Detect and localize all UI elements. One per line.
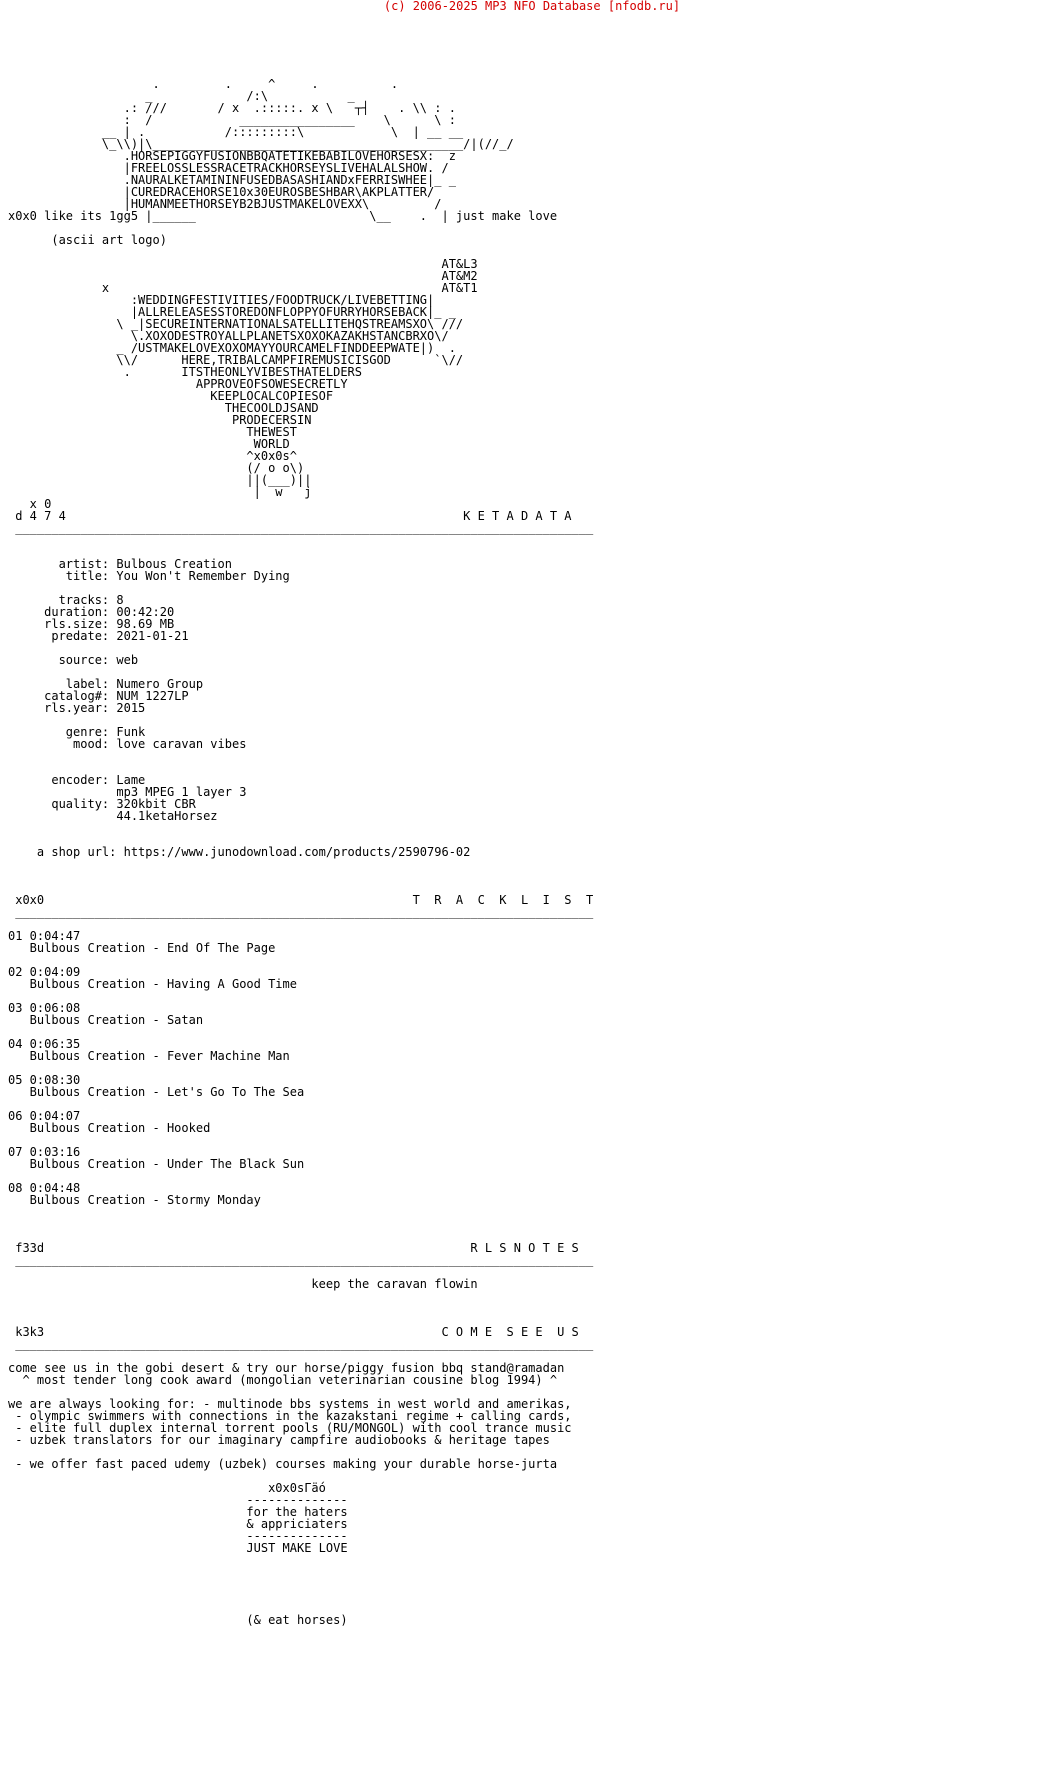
site-header: (c) 2006-2025 MP3 NFO Database [nfodb.ru]	[383, 0, 681, 13]
nfo-text: . . ^ . . _ /:\ _ .: /// / x .:::::. x \ ┬┤ . \\ : . : / ________________ \ \ : __ | . /:::::::::\ \ | __ __ \_\\)|\___________________________________________/|(//_/ .HORSEPIGGYFUSIONBBQATETIKEBABILOVEHORSESX: z |FREELOSSLESSRACETRACKHORSEYSLIVEHALALSHOW. / .NAURALKETAMININFUSEDBASASHIANDxFERRISWHEE|_ _ |CUREDRACEHORSE10x30EUROSBESHBAR\AKPLATTER/ |HUMANMEETHORSEYB2BJUSTMAKELOVEXX\ / x0x0 like its 1gg5 |______ \__ . | just make love (ascii art logo) AT&L3 AT&M2 x AT&T1 :WEDDINGFESTIVITIES/FOODTRUCK/LIVEBETTING| |ALLRELEASESSTOREDONFLOPPYOFURRYHORSEBACK|_ _ \ _|SECUREINTERNATIONALSATELLITEHQSTREAMSXO\ /// \.XOXODESTROYALLPLANETSXOXOKAZAKHSTANCBRXO\/ _ /USTMAKELOVEXOXOMAYYOURCAMELFINDDEEPWATE|) . \\/ HERE,TRIBALCAMPFIREMUSICISGOD `\// . ITSTHEONLYVIBESTHATELDERS APPROVEOFSOWESECRETLY KEEPLOCALCOPIESOF THECOOLDJSAND PRODECERSIN THEWEST WORLD ^x0x0s^ (/ o o\) ||(___)|| | w j x 0 d 4 7 4 K E T A D A T A ________________________________________________________________________________ artist: Bulbous Creation title: You Won't Remember Dying tracks: 8 duration: 00:42:20 rls.size: 98.69 MB predate: 2021-01-21 source: web label: Numero Group catalog#: NUM 1227LP rls.year: 2015 genre: Funk mood: love caravan vibes encoder: Lame mp3 MPEG 1 layer 3 quality: 320kbit CBR 44.1ketaHorsez a shop url: https://www.junodownload.com/products/2590796-02 x0x0 T R A C K L I S T ________________________________________________________________________________ 01 0:04:47 Bulbous Creation - End Of The Page 02 0:04:09 Bulbous Creation - Having A Good Time 03 0:06:08 Bulbous Creation - Satan 04 0:06:35 Bulbous Creation - Fever Machine Man 05 0:08:30 Bulbous Creation - Let's Go To The Sea 06 0:04:07 Bulbous Creation - Hooked 07 0:03:16 Bulbous Creation - Under The Black Sun 08 0:04:48 Bulbous Creation - Stormy Monday f33d R L S N O T E S ________________________________________________________________________________ keep the caravan flowin k3k3 C O M E S E E U S ________________________________________________________________________________ come see us in the gobi desert & try our horse/piggy fusion bbq stand@ramadan ^ most tender long cook award (mongolian veterinarian cousine blog 1994) ^ we are always looking for: - multinode bbs systems in west world and amerikas, - olympic swimmers with connections in the kazakstani regime + calling cards, - elite full duplex internal torrent pools (RU/MONGOL) with cool trance music - uzbek translators for our imaginary campfire audiobooks & heritage tapes - we offer fast paced udemy (uzbek) courses making your durable horse-jurta x0x0sГäó -------------- for the haters & appriciaters -------------- JUST MAKE LOVE (& eat horses)	[8, 77, 594, 1627]
